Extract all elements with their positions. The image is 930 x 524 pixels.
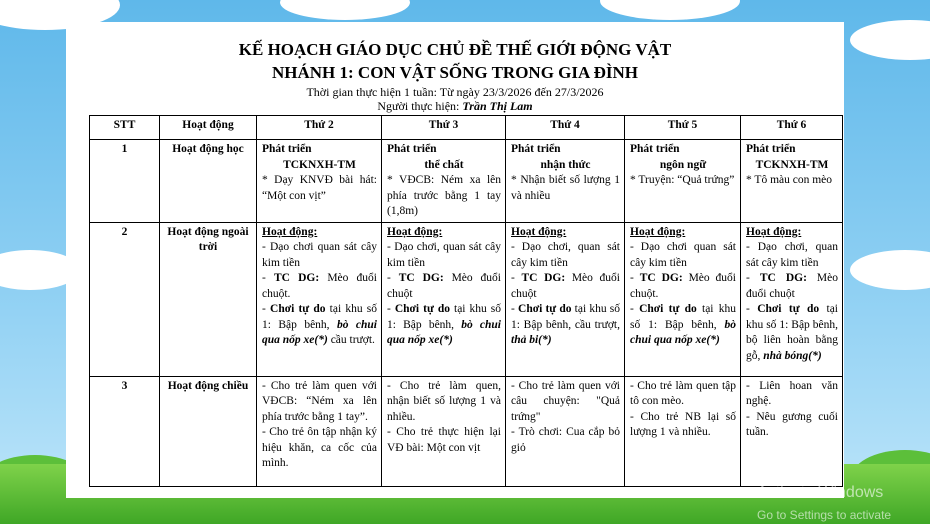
cell-text: tại khu số 1: Bập bênh, bộ liên hoàn bằng gỗ, (746, 303, 838, 362)
row-number: 2 (90, 222, 160, 376)
table-cell: Hoạt động: - Dạo chơi, quan sát cây kim tiền - TC DG: Mèo đuổi chuột - Chơi tự do tại khu số 1: Bập bênh, cầu trượt, thả bi(*) (506, 222, 625, 376)
cell-text: * VĐCB: Ném xa lên phía trước bằng 1 tay (1,8m) (387, 174, 501, 217)
cell-label: Chơi tự do (518, 303, 572, 315)
table-cell: Hoạt động: - Dạo chơi quan sát cây kim tiền - TC DG: Mèo đuổi chuột. - Chơi tự do tại khu số 1: Bập bênh, bò chui qua nốp xe(*) cầu trượt. (257, 222, 382, 376)
cell-text: - Liên hoan văn nghệ. (746, 379, 838, 407)
table-cell (382, 140, 506, 223)
activation-watermark-title: Activate Windows (757, 484, 884, 501)
table-cell: Hoạt động: - Dạo chơi quan sát cây kim tiền - TC DG: Mèo đuổi chuột. - Chơi tự do tại khu số 1: Bập bênh, bò chui qua nốp xe(*) (625, 222, 741, 376)
cell-text: * Nhận biết số lượng 1 và nhiều (511, 174, 620, 202)
cell-text: - Cho trẻ NB lại số lượng 1 và nhiều. (630, 410, 736, 438)
row-activity: Hoạt động chiều (160, 376, 257, 486)
cell-label: TC DG: (759, 272, 807, 284)
cell-heading: Phát triển (746, 143, 796, 155)
cell-subheading: nhận thức (540, 158, 591, 171)
cell-text: - Cho trẻ làm quen với VĐCB: “Ném xa lên phía trước bằng 1 tay”. (262, 379, 377, 423)
cell-text: - Dạo chơi quan sát cây kim tiền (630, 241, 736, 269)
row-number: 3 (90, 376, 160, 486)
header-wednesday: Thứ 4 (506, 116, 625, 140)
table-cell (506, 140, 625, 223)
author-line (66, 99, 844, 114)
cell-emphasis: thả bi(*) (511, 334, 552, 346)
header-friday: Thứ 6 (741, 116, 843, 140)
cell-text: - Trò chơi: Cua cắp bỏ giỏ (511, 426, 620, 454)
cell-subheading: TCKNXH-TM (283, 158, 356, 171)
cell-text: Mèo đuổi chuột (746, 272, 838, 300)
table-row (90, 222, 843, 376)
table-cell (625, 376, 741, 486)
author-label: Người thực hiện: (377, 99, 463, 113)
table-cell: Hoạt động: - Dạo chơi, quan sát cây kim tiền - TC DG: Mèo đuổi chuột - Chơi tự do tại khu số 1: Bập bênh, bộ liên hoàn bằng gỗ, nhà bóng(*) (741, 222, 843, 376)
cell-heading: Hoạt động: (746, 225, 802, 238)
cell-label: Chơi tự do (639, 303, 697, 315)
cell-heading: Hoạt động: (387, 225, 443, 238)
cell-text: Mèo đuổi chuột (387, 272, 501, 300)
table-row (90, 140, 843, 223)
cell-emphasis: bò chui qua nốp xe(*) (387, 318, 502, 346)
cell-emphasis: nhà bóng(*) (763, 349, 822, 362)
row-activity: Hoạt động học (160, 140, 257, 223)
time-period: Thời gian thực hiện 1 tuần: Từ ngày 23/3/2026 đến 27/3/2026 (306, 85, 604, 99)
author-name: Trần Thị Lam (462, 99, 533, 113)
cell-text: * Truyện: “Quả trứng” (630, 174, 735, 186)
table-cell: Hoạt động: - Dạo chơi, quan sát cây kim tiền - TC DG: Mèo đuổi chuột - Chơi tự do tại khu số 1: Bập bênh, bò chui qua nốp xe(*) (382, 222, 506, 376)
cell-label: TC DG: (639, 272, 683, 284)
cell-label: Chơi tự do (394, 303, 450, 315)
cell-text: - Cho trẻ làm quen tập tô con mèo. (630, 379, 736, 407)
cell-subheading: thể chất (424, 158, 464, 171)
cell-text: - Dạo chơi, quan sát cây kim tiền (746, 241, 838, 269)
cell-label: TC DG: (398, 272, 444, 284)
cloud-decoration (280, 0, 410, 20)
weekly-plan-table (89, 115, 843, 487)
header-thursday: Thứ 5 (625, 116, 741, 140)
cell-text: Mèo đuổi chuột. (262, 272, 377, 300)
cell-heading: Phát triển (511, 143, 561, 155)
cell-text: tại khu số 1: Bập bênh, (630, 303, 737, 331)
cell-heading: Phát triển (387, 143, 437, 155)
cell-heading: Phát triển (630, 143, 680, 155)
cell-heading: Hoạt động: (511, 225, 567, 238)
cloud-decoration (850, 250, 930, 290)
cell-subheading: TCKNXH-TM (755, 158, 829, 171)
lesson-plan-page (66, 22, 844, 498)
cell-text: - Dạo chơi, quan sát cây kim tiền (387, 241, 501, 269)
table-cell (382, 376, 506, 486)
cloud-decoration (850, 20, 930, 60)
header-stt: STT (90, 116, 160, 140)
cell-heading: Hoạt động: (262, 225, 318, 238)
cell-text: - Cho trẻ làm quen, nhận biết số lượng 1 và nhiều. (387, 379, 501, 423)
table-cell (257, 140, 382, 223)
cell-text: - Cho trẻ làm quen với câu chuyện: "Quả trứng" (511, 379, 620, 423)
cloud-decoration (600, 0, 740, 20)
cell-heading: Phát triển (262, 143, 312, 155)
cell-text: - Nêu gương cuối tuần. (746, 410, 838, 438)
table-row (90, 376, 843, 486)
header-activity: Hoạt động (160, 116, 257, 140)
cell-subheading: ngôn ngữ (659, 158, 707, 171)
table-cell (741, 376, 843, 486)
cell-text: - Cho trẻ ôn tập nhận ký hiệu khăn, ca cốc của mình. (262, 426, 377, 469)
activation-watermark-hint[interactable]: Go to Settings to activate (757, 508, 892, 522)
cell-text: cầu trượt. (327, 334, 375, 346)
cell-text: - Dạo chơi, quan sát cây kim tiền (511, 241, 620, 269)
cell-text: tại khu số 1: Bập bênh, cầu trượt, (511, 303, 620, 331)
table-cell (741, 140, 843, 223)
cell-label: Chơi tự do (270, 303, 326, 315)
cell-emphasis: bò chui qua nốp xe(*) (630, 318, 736, 346)
table-cell (257, 376, 382, 486)
cell-text: * Dạy KNVĐ bài hát: “Một con vịt” (262, 174, 377, 202)
cell-text: - Dạo chơi quan sát cây kim tiền (262, 241, 377, 269)
cell-text: * Tô màu con mèo (746, 174, 833, 186)
header-tuesday: Thứ 3 (382, 116, 506, 140)
table-header-row (90, 116, 843, 140)
table-cell (506, 376, 625, 486)
cell-text: tại khu số 1: Bập bênh, (262, 303, 377, 331)
cell-text: Mèo đuổi chuột. (630, 272, 736, 300)
cell-text: tại khu số 1: Bập bênh, (387, 303, 501, 331)
cell-heading: Hoạt động: (630, 225, 686, 238)
cell-label: Chơi tự do (757, 303, 820, 315)
cell-text: Mèo đuổi chuột (511, 272, 620, 300)
cell-label: TC DG: (273, 272, 320, 284)
cell-emphasis: bò chui qua nốp xe(*) (262, 318, 378, 346)
table-cell (625, 140, 741, 223)
row-number: 1 (90, 140, 160, 223)
document-title: KẾ HOẠCH GIÁO DỤC CHỦ ĐỀ THẾ GIỚI ĐỘNG VẬT (238, 40, 672, 59)
cell-label: TC DG: (521, 272, 566, 284)
header-monday: Thứ 2 (257, 116, 382, 140)
cell-text: - Cho trẻ thực hiện lại VĐ bài: Một con vịt (387, 426, 501, 454)
document-subtitle: NHÁNH 1: CON VẬT SỐNG TRONG GIA ĐÌNH (271, 63, 639, 82)
row-activity: Hoạt động ngoài trời (160, 222, 257, 376)
